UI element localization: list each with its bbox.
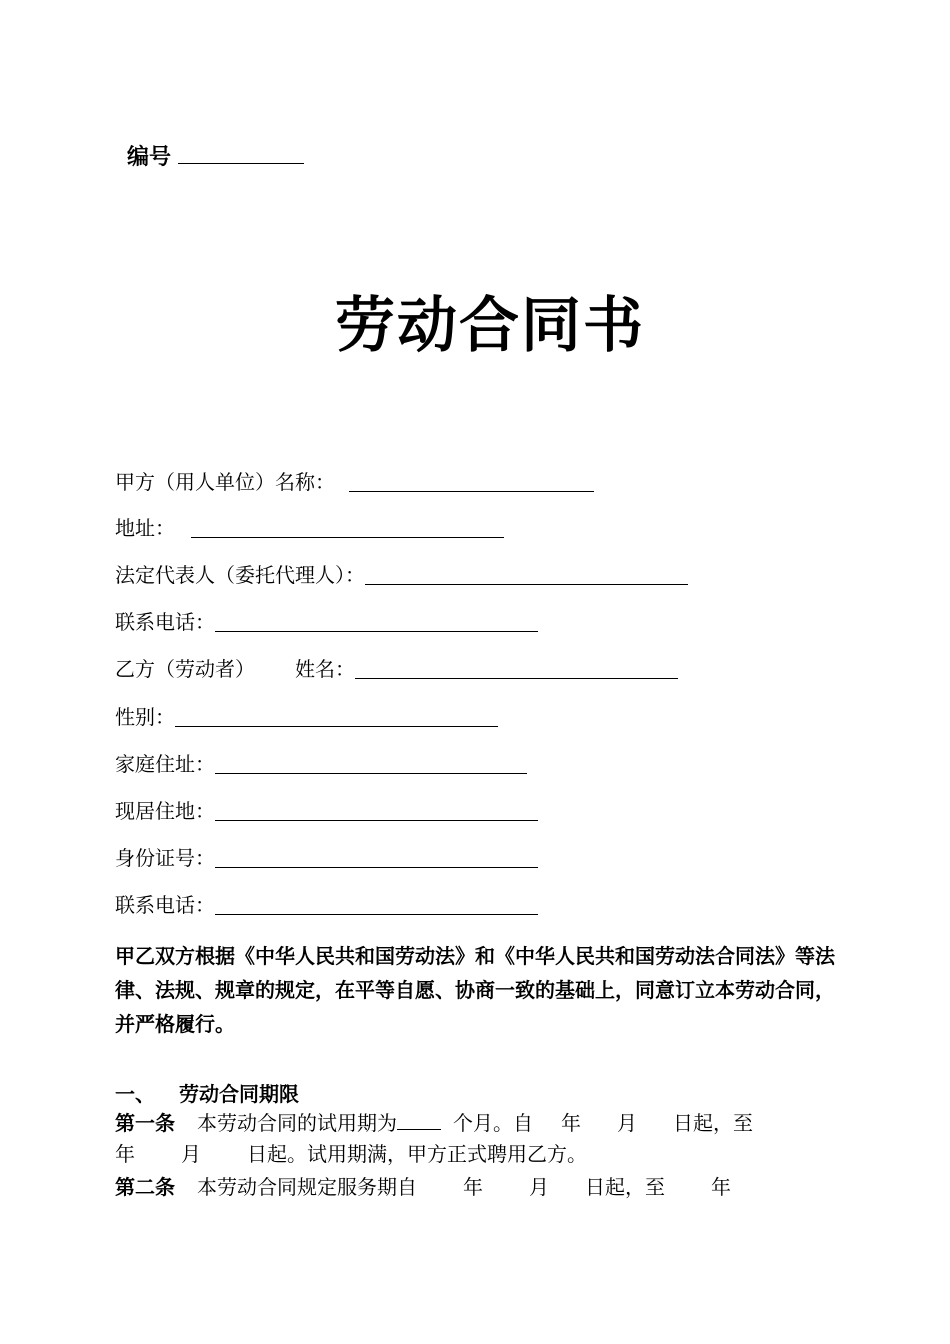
party-b-gender-field[interactable]: [175, 726, 498, 727]
clause-1: [115, 1108, 835, 1170]
party-a-phone-field[interactable]: [215, 631, 538, 632]
party-a-phone-row: [115, 604, 538, 634]
party-b-home-address-field[interactable]: [215, 773, 527, 774]
party-a-name-label: 甲方（用人单位）名称：: [115, 470, 335, 494]
clause-1-month-label: 月: [617, 1111, 637, 1135]
party-b-phone-field[interactable]: [215, 914, 538, 915]
party-a-phone-label: 联系电话：: [115, 610, 215, 634]
clause-2-end-year-label: 年: [711, 1175, 731, 1199]
party-b-home-address-label: 家庭住址：: [115, 752, 215, 776]
party-b-title-label: 乙方（劳动者）: [115, 657, 255, 681]
clause-1-end-month-label: 月: [181, 1142, 201, 1166]
party-b-gender-row: [115, 699, 498, 729]
party-b-current-address-label: 现居住地：: [115, 799, 215, 823]
probation-months-field[interactable]: [397, 1111, 441, 1130]
contract-number-label: 编号: [127, 145, 172, 170]
clause-2: [115, 1172, 835, 1203]
preamble-paragraph: 甲乙双方根据《中华人民共和国劳动法》和《中华人民共和国劳动法合同法》等法律、法规、规章的规定，在平等自愿、协商一致的基础上，同意订立本劳动合同，并严格履行。: [115, 944, 835, 1036]
party-b-id-label: 身份证号：: [115, 846, 215, 870]
party-b-current-address-row: [115, 793, 538, 823]
clause-1-number: 第一条: [115, 1111, 175, 1135]
clause-2-number: 第二条: [115, 1175, 175, 1199]
party-a-address-row: [115, 510, 504, 540]
clause-1-year-label: 年: [561, 1111, 581, 1135]
party-a-representative-row: [115, 557, 688, 587]
party-b-name-field[interactable]: [355, 678, 678, 679]
party-b-id-row: [115, 840, 538, 870]
party-a-representative-field[interactable]: [365, 584, 688, 585]
clause-2-month-label: 月: [529, 1175, 549, 1199]
document-title: 劳动合同书: [335, 291, 645, 361]
party-a-address-field[interactable]: [191, 537, 504, 538]
clause-2-year-label: 年: [463, 1175, 483, 1199]
clause-1-end-text: 日起。试用期满，甲方正式聘用乙方。: [247, 1142, 587, 1166]
contract-number-field[interactable]: [178, 163, 304, 164]
party-b-phone-row: [115, 887, 538, 917]
party-b-name-row: [115, 651, 678, 681]
party-b-phone-label: 联系电话：: [115, 893, 215, 917]
party-b-name-label: 姓名：: [295, 657, 355, 681]
clause-1-end-year-label: 年: [115, 1142, 135, 1166]
clause-1-day-label: 日起，至: [673, 1111, 753, 1135]
clause-1-months-text: 个月。自: [453, 1111, 533, 1135]
party-a-name-row: [115, 464, 594, 494]
section-title: 劳动合同期限: [179, 1082, 299, 1106]
party-b-gender-label: 性别：: [115, 705, 175, 729]
party-b-home-address-row: [115, 746, 527, 776]
party-b-id-field[interactable]: [215, 867, 538, 868]
party-a-name-field[interactable]: [349, 491, 594, 492]
clause-2-day-label: 日起，至: [585, 1175, 665, 1199]
party-a-address-label: 地址：: [115, 516, 175, 540]
party-a-representative-label: 法定代表人（委托代理人）：: [115, 563, 365, 587]
section-heading: [115, 1078, 299, 1107]
section-number: 一、: [115, 1082, 155, 1106]
clause-2-text: 本劳动合同规定服务期自: [197, 1175, 417, 1199]
party-b-current-address-field[interactable]: [215, 820, 538, 821]
clause-1-text: 本劳动合同的试用期为: [197, 1111, 397, 1135]
